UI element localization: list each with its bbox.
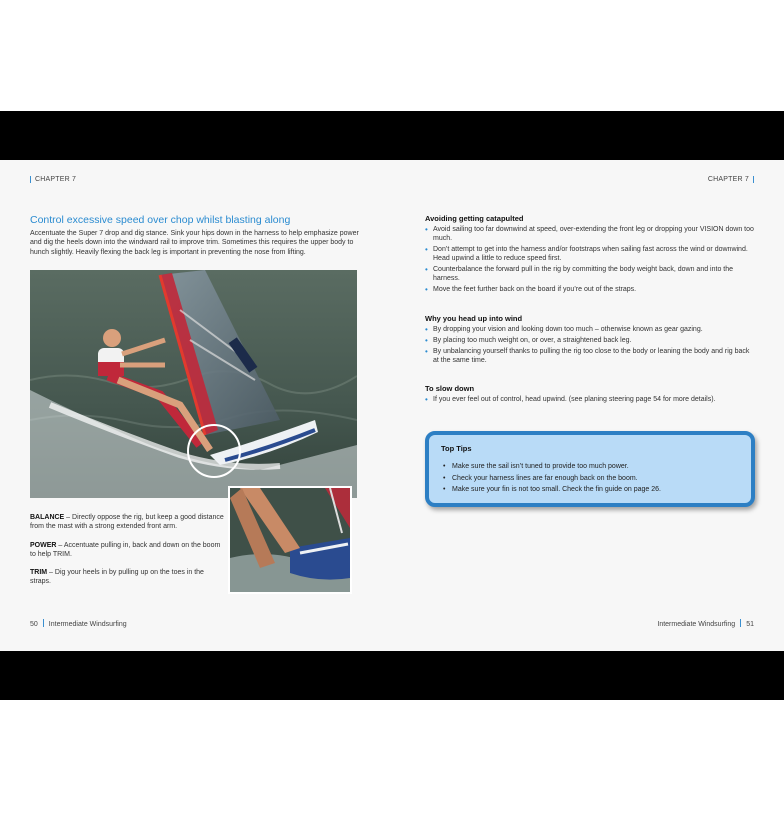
- tip-item: • Check your harness lines are far enough back on the boom.: [441, 473, 739, 485]
- section-head-up-into-wind: [425, 314, 755, 367]
- list-item: • By unbalancing yourself thanks to pulling the rig too close to the body or leaning the body and rig back at the same time.: [425, 347, 755, 366]
- definition-text: – Accentuate pulling in, back and down on the boom to help TRIM.: [30, 542, 221, 559]
- footer-divider: [43, 619, 44, 627]
- section-slow-down: [425, 384, 755, 406]
- bottom-black-band: [0, 651, 784, 700]
- list-item: • Counterbalance the forward pull in the rig by committing the body weight back, down and into the harness.: [425, 265, 755, 284]
- bullet-list: [425, 325, 755, 365]
- section-avoiding-catapulted: [425, 214, 755, 296]
- bullet-list: [425, 225, 755, 295]
- definition-trim: [30, 568, 225, 587]
- top-tips-list: [441, 461, 739, 496]
- definition-text: – Dig your heels in by pulling up on the toes in the straps.: [30, 569, 204, 586]
- windsurfer-photo: [30, 270, 357, 498]
- intro-paragraph: Accentuate the Super 7 drop and dig stance. Sink your hips down in the harness to help emphasize power and dig the heels down into the windward rail to improve trim. Sometimes this requires the upper body to hunch slightly. Heavily flexing the back leg is important in preventing the nose from lifting.: [30, 230, 359, 256]
- list-item: • Avoid sailing too far downwind at speed, over-extending the front leg or dropping your VISION down too much.: [425, 225, 755, 244]
- definition-power: [30, 541, 225, 560]
- definition-balance: [30, 513, 225, 532]
- windsurfer-photo-illustration: [30, 270, 357, 498]
- footer-left: [30, 619, 127, 628]
- chapter-label-left: CHAPTER 7: [30, 176, 76, 183]
- definition-term: BALANCE: [30, 514, 65, 521]
- bullet-list: [425, 395, 755, 404]
- detail-photo-illustration: [230, 488, 350, 592]
- list-item: • By dropping your vision and looking down too much – otherwise known as gear gazing.: [425, 325, 755, 334]
- list-item: • Don’t attempt to get into the harness and/or footstraps when sailing fast across the wind or downwind. Head upwind a little to reduce speed first.: [425, 245, 755, 264]
- section-heading: Control excessive speed over chop whilst blasting along: [30, 214, 291, 226]
- section-title: To slow down: [425, 384, 475, 393]
- book-title-left: Intermediate Windsurfing: [48, 621, 127, 628]
- page-number-right: 51: [746, 621, 754, 628]
- definition-term: TRIM: [30, 569, 48, 576]
- top-tips-box: [425, 431, 755, 507]
- footer-divider: [740, 619, 741, 627]
- definition-term: POWER: [30, 542, 57, 549]
- list-item: • If you ever feel out of control, head upwind. (see planing steering page 54 for more details).: [425, 395, 755, 404]
- page-number-left: 50: [30, 621, 38, 628]
- list-item: • Move the feet further back on the board if you’re out of the straps.: [425, 285, 755, 294]
- detail-photo-feet: [228, 486, 352, 594]
- list-item: • By placing too much weight on, or over, a straightened back leg.: [425, 336, 755, 345]
- top-tips-title: Top Tips: [441, 444, 472, 453]
- footer-right: [657, 619, 754, 628]
- top-black-band: [0, 111, 784, 160]
- tip-item: • Make sure your fin is not too small. Check the fin guide on page 26.: [441, 484, 739, 496]
- tip-item: • Make sure the sail isn’t tuned to provide too much power.: [441, 461, 739, 473]
- book-title-right: Intermediate Windsurfing: [657, 621, 736, 628]
- section-title: Avoiding getting catapulted: [425, 214, 524, 223]
- section-title: Why you head up into wind: [425, 314, 523, 323]
- definition-text: – Directly oppose the rig, but keep a good distance from the mast with a strong extended front arm.: [30, 514, 224, 531]
- chapter-label-right: CHAPTER 7: [708, 176, 754, 183]
